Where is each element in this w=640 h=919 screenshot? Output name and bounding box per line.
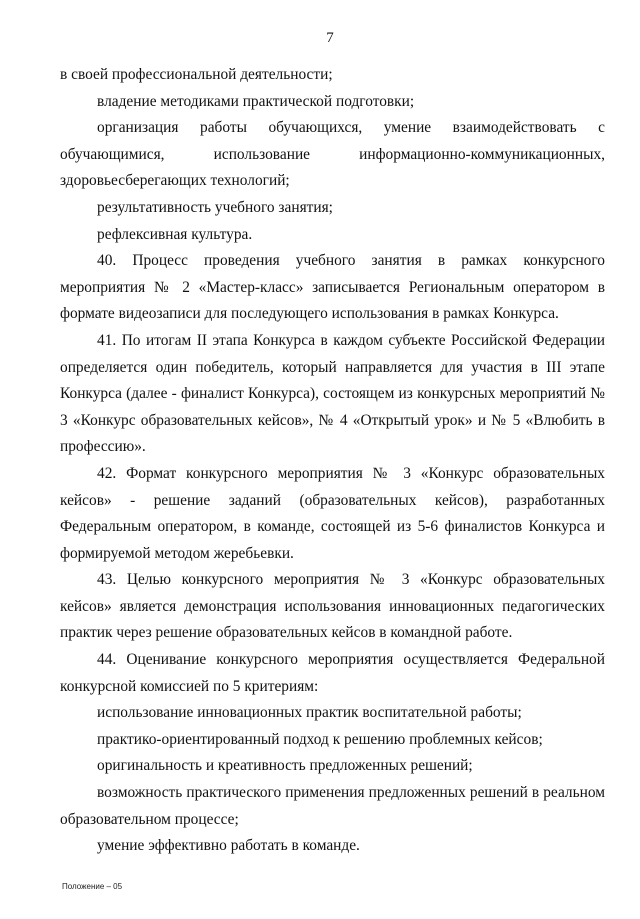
document-body bbox=[60, 62, 605, 860]
criterion-item: умение эффективно работать в команде. bbox=[97, 837, 360, 855]
page-footer: Положение – 05 bbox=[62, 882, 123, 891]
criterion-item: владение методиками практической подготовки; bbox=[97, 92, 415, 110]
page-number: 7 bbox=[326, 30, 334, 46]
clause-41: 41. По итогам II этапа Конкурса в каждом субъекте Российской Федерации определяется один победитель, который направляется для участия в III этапе Конкурса (далее - финалист Конкурса), состоящем из конкурсных мероприятий № 3 «Конкурс образовательных кейсов», № 4 «Открытый урок» и № 5 «Влюбить в профессию». bbox=[60, 331, 605, 456]
clause-42: 42. Формат конкурсного мероприятия № 3 «Конкурс образовательных кейсов» - решение заданий (образовательных кейсов), разработанных Федеральным оператором, в команде, состоящей из 5-6 финалистов Конкурса и формируемой методом жеребьевки. bbox=[60, 464, 605, 562]
criterion-item: организация работы обучающихся, умение взаимодействовать с обучающимися, использование информационно-коммуникационных, здоровьесберегающих технологий; bbox=[60, 119, 605, 190]
clause-43: 43. Целью конкурсного мероприятия № 3 «Конкурс образовательных кейсов» является демонстрация использования инновационных педагогических практик через решение образовательных кейсов в командной работе. bbox=[60, 571, 605, 642]
criterion-item: рефлексивная культура. bbox=[97, 225, 253, 243]
criterion-item: оригинальность и креативность предложенных решений; bbox=[97, 757, 473, 775]
criterion-item: практико-ориентированный подход к решению проблемных кейсов; bbox=[97, 730, 543, 748]
criterion-item: результативность учебного занятия; bbox=[97, 198, 333, 216]
clause-44: 44. Оценивание конкурсного мероприятия осуществляется Федеральной конкурсной комиссией по 5 критериям: bbox=[60, 651, 605, 695]
criterion-item: использование инновационных практик воспитательной работы; bbox=[97, 704, 522, 722]
criterion-item: возможность практического применения предложенных решений в реальном образовательном процессе; bbox=[60, 784, 605, 828]
paragraph-continuation: в своей профессиональной деятельности; bbox=[60, 66, 333, 83]
clause-40: 40. Процесс проведения учебного занятия в рамках конкурсного мероприятия № 2 «Мастер-класс» записывается Региональным оператором в формате видеозаписи для последующего использования в рамках Конкурса. bbox=[60, 252, 605, 323]
